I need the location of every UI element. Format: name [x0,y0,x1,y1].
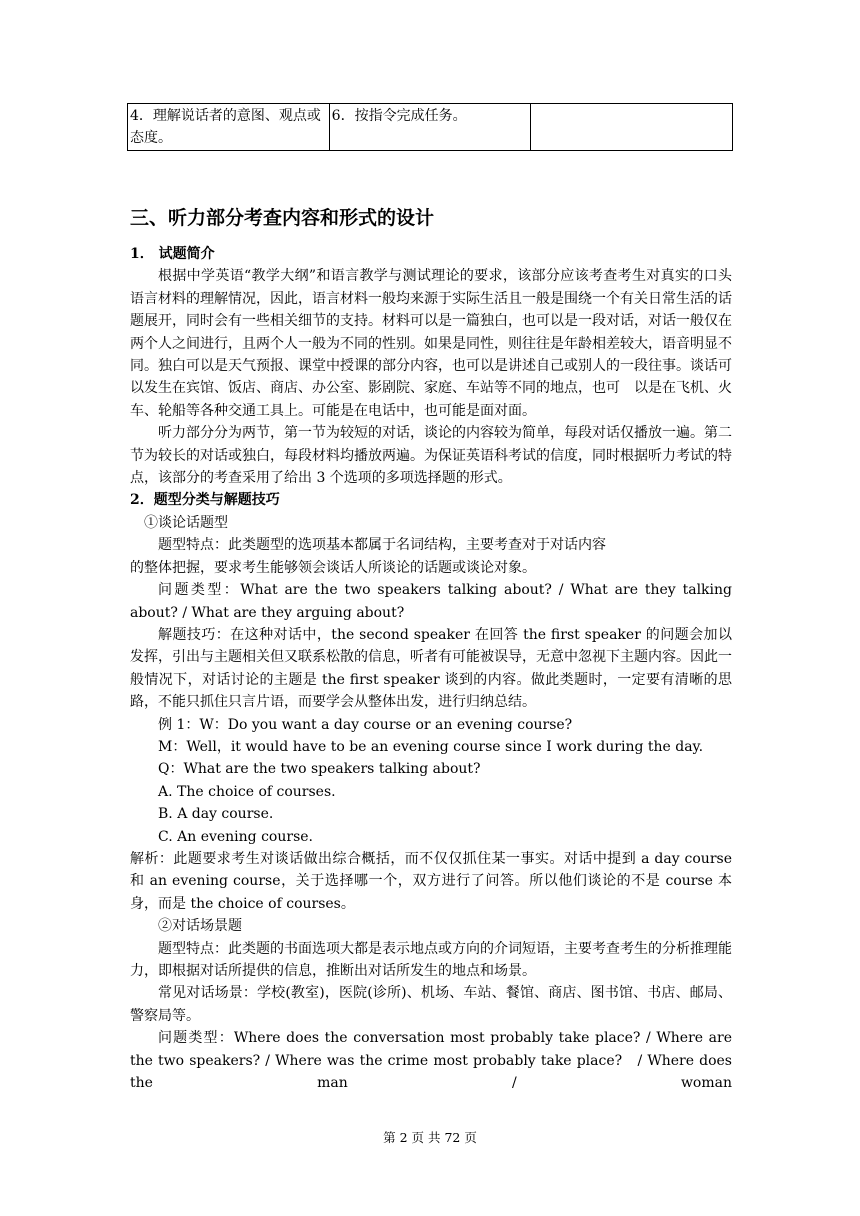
option-a: A. The choice of courses. [158,783,336,800]
type2-question-types: 问题类型：Where does the conversation most probably take place? / Where are the two speakers? / Where was the crime most probably take place? / Where does the man / woman [130,1030,732,1092]
option-c: C. An evening course. [158,828,313,845]
requirements-table [127,103,733,151]
page-footer: 第 2 页 共 72 页 [383,1130,477,1145]
type1-title: ①谈论话题型 [144,514,228,531]
paragraph-intro-1: 根据中学英语“教学大纲”和语言教学与测试理论的要求，该部分应该考查考生对真实的口头语言材料的理解情况，因此，语言材料一般均来源于实际生活且一般是围绕一个有关日常生活的话题展开，同时会有一些相关细节的支持。材料可以是一篇独白，也可以是一段对话，对话一般仅在两个人之间进行，且两个人一般为不同的性别。如果是同性，则往往是年龄相差较大，语音明显不同。独白可以是天气预报、课堂中授课的部分内容，也可以是讲述自己或别人的一段往事。谈话可以发生在宾馆、饭店、商店、办公室、影剧院、家庭、车站等不同的地点，也可 以是在飞机、火车、轮船等各种交通工具上。可能是在电话中，也可能是面对面。 [130,268,732,419]
example-question: Q：What are the two speakers talking about? [158,761,481,778]
paragraph-intro-2: 听力部分分为两节，第一节为较短的对话，谈论的内容较为简单，每段对话仅播放一遍。第二节为较长的对话或独白，每段材料均播放两遍。为保证英语科考试的信度，同时根据听力考试的特点，该部分的考查采用了给出 3 个选项的多项选择题的形式。 [130,425,732,487]
type1-tips: 解题技巧：在这种对话中，the second speaker 在回答 the first speaker 的问题会加以发挥，引出与主题相关但又联系松散的信息，听者有可能被误导，无意中忽视下主题内容。因此一般情况下，对话讨论的主题是 the first speaker 谈到的内容。做此类题时，一定要有清晰的思路，不能只抓住只言片语，而要学会从整体出发，进行归纳总结。 [130,626,732,711]
type1-question-types: 问题类型：What are the two speakers talking about? / What are they talking about? / What are they arguing about? [130,582,732,621]
table-row [128,104,733,151]
table-cell: 4．理解说话者的意图、观点或态度。 [128,104,330,151]
analysis-paragraph: 解析：此题要求考生对谈话做出综合概括，而不仅仅抓住某一事实。对话中提到 a day course 和 an evening course，关于选择哪一个，双方进行了问答。所以他们谈论的不是 course 本身，而是 the choice of courses。 [130,850,732,912]
type1-feature-line2: 的整体把握，要求考生能够领会谈话人所谈论的话题或谈论对象。 [130,559,536,576]
section-title: 三、听力部分考查内容和形式的设计 [130,207,435,229]
heading-types: 2．题型分类与解题技巧 [130,492,280,509]
document-body [130,243,732,1094]
option-b: B. A day course. [158,806,274,823]
type1-feature-line1: 题型特点：此类题型的选项基本都属于名词结构，主要考查对于对话内容 [158,537,606,554]
heading-intro: 1． 试题简介 [130,246,215,262]
table-cell: 6．按指令完成任务。 [329,104,531,151]
example-man-line: M：Well，it would have to be an evening course since I work during the day. [158,738,704,755]
table-cell [531,104,733,151]
type2-title: ②对话场景题 [158,918,242,935]
example-woman-line: 例 1：W：Do you want a day course or an evening course? [158,716,573,733]
type2-feature: 题型特点：此类题的书面选项大都是表示地点或方向的介词短语，主要考查考生的分析推理能力，即根据对话所提供的信息，推断出对话所发生的地点和场景。 [130,940,732,979]
type2-scenes: 常见对话场景：学校(教室)，医院(诊所)、机场、车站、餐馆、商店、图书馆、书店、邮局、警察局等。 [130,985,732,1024]
